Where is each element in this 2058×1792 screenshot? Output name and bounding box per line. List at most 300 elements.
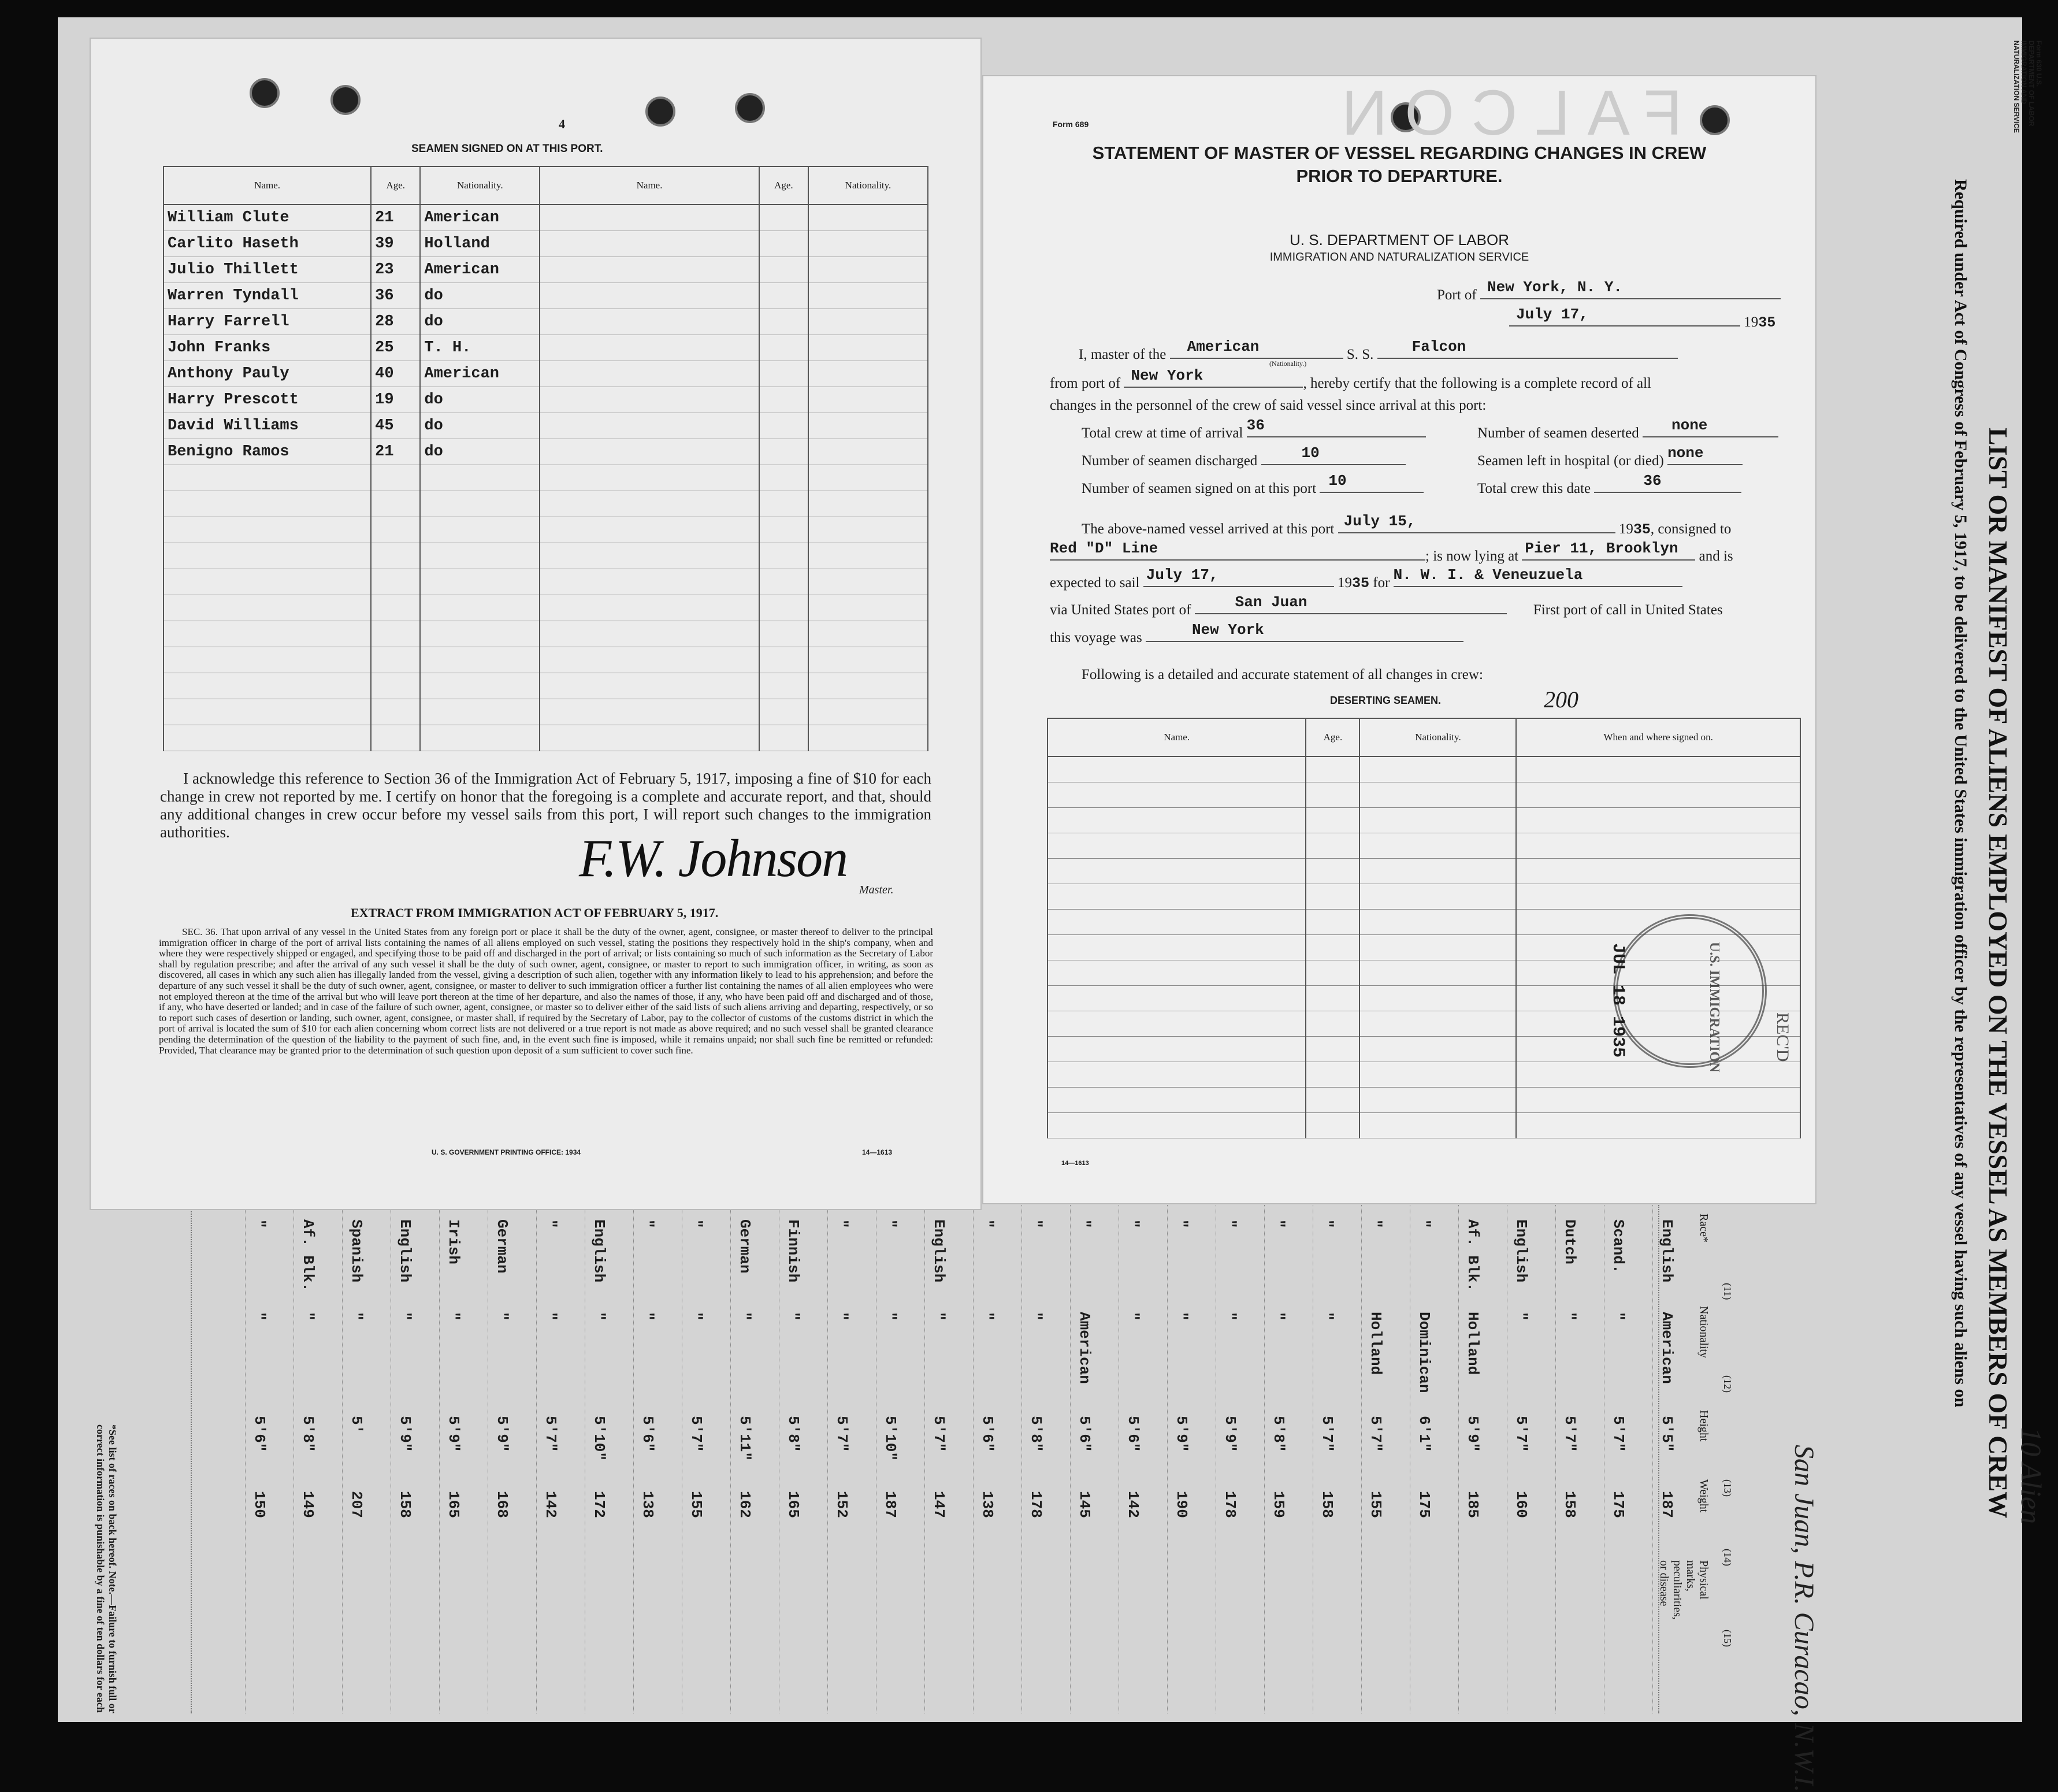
seaman-row bbox=[164, 621, 928, 647]
manifest-column-number: (12) bbox=[1722, 1375, 1733, 1393]
manifest-weight: 165 bbox=[785, 1491, 802, 1518]
blank-cell bbox=[808, 491, 928, 517]
manifest-weight: 138 bbox=[979, 1491, 996, 1518]
manifest-nationality: " bbox=[1173, 1312, 1190, 1321]
seaman-age bbox=[371, 569, 420, 595]
blank-cell bbox=[540, 621, 759, 647]
blank-cell bbox=[1306, 1062, 1359, 1088]
seaman-nationality: do bbox=[420, 387, 540, 413]
manifest-nationality: " bbox=[979, 1312, 996, 1321]
blank-cell bbox=[808, 413, 928, 439]
blank-cell bbox=[759, 491, 808, 517]
lying-label: ; is now lying at bbox=[1425, 548, 1519, 564]
row-divider bbox=[973, 1205, 974, 1713]
seaman-name: John Franks bbox=[164, 335, 371, 361]
seaman-name: Warren Tyndall bbox=[164, 283, 371, 309]
row-divider bbox=[439, 1205, 440, 1713]
manifest-race: " bbox=[1318, 1219, 1336, 1229]
seaman-age bbox=[371, 543, 420, 569]
seaman-age: 40 bbox=[371, 361, 420, 387]
blank-cell bbox=[540, 309, 759, 335]
blank-cell bbox=[1306, 960, 1359, 986]
consignee-value: Red "D" Line bbox=[1050, 540, 1158, 557]
via-line bbox=[1050, 593, 1723, 618]
handwritten-ports: San Juan, P.R. Curacao, N.W.I. bbox=[1789, 1445, 1819, 1792]
manifest-race: English bbox=[1513, 1219, 1530, 1283]
manifest-nationality: " bbox=[299, 1312, 317, 1321]
seaman-age: 21 bbox=[371, 205, 420, 231]
blank-cell bbox=[1359, 910, 1516, 935]
seaman-nationality bbox=[420, 517, 540, 543]
blank-cell bbox=[540, 673, 759, 699]
signed-on-value: 10 bbox=[1328, 472, 1347, 489]
blank-cell bbox=[1306, 986, 1359, 1011]
blank-cell bbox=[1516, 1062, 1800, 1088]
blank-cell bbox=[808, 517, 928, 543]
manifest-nationality: " bbox=[930, 1312, 948, 1321]
blank-cell bbox=[1306, 782, 1359, 808]
manifest-nationality: " bbox=[251, 1312, 268, 1321]
manifest-weight: 147 bbox=[930, 1491, 948, 1518]
seaman-nationality: do bbox=[420, 309, 540, 335]
manifest-race: German bbox=[736, 1219, 753, 1274]
date-line bbox=[1509, 306, 1776, 331]
seaman-age: 36 bbox=[371, 283, 420, 309]
stamp-text: U.S. IMMIGRATION bbox=[1707, 942, 1722, 1073]
manifest-race: Scand. bbox=[1610, 1219, 1627, 1274]
master-of-label: I, master of the bbox=[1079, 347, 1167, 362]
blank-cell bbox=[540, 257, 759, 283]
deserting-title: DESERTING SEAMEN. bbox=[1330, 695, 1442, 706]
department: U. S. DEPARTMENT OF LABOR bbox=[1290, 231, 1509, 248]
row-divider bbox=[245, 1205, 246, 1713]
blank-cell bbox=[540, 205, 759, 231]
manifest-nationality: " bbox=[348, 1312, 365, 1321]
manifest-nationality: American bbox=[1076, 1312, 1093, 1384]
blank-cell bbox=[759, 725, 808, 751]
manifest-height: 5'7" bbox=[1367, 1416, 1384, 1452]
expected-line bbox=[1050, 566, 1682, 592]
lying-value: Pier 11, Brooklyn bbox=[1525, 540, 1678, 557]
extract-title: EXTRACT FROM IMMIGRATION ACT OF FEBRUARY 5, 1917. bbox=[351, 906, 719, 920]
blank-cell bbox=[1516, 833, 1800, 859]
blank-cell bbox=[1047, 1113, 1306, 1138]
blank-cell bbox=[1306, 833, 1359, 859]
following-text: Following is a detailed and accurate statement of all changes in crew: bbox=[1082, 667, 1483, 682]
blank-cell bbox=[540, 283, 759, 309]
manifest-nationality: " bbox=[1124, 1312, 1142, 1321]
row-divider bbox=[1021, 1205, 1022, 1713]
lying-field bbox=[1522, 540, 1695, 561]
header-nationality: Nationality. bbox=[420, 166, 540, 205]
manifest-race: Dutch bbox=[1561, 1219, 1578, 1265]
seaman-age bbox=[371, 517, 420, 543]
seaman-row bbox=[164, 361, 928, 387]
manifest-weight: 150 bbox=[251, 1491, 268, 1518]
manifest-height: 5'8" bbox=[785, 1416, 802, 1452]
blank-cell bbox=[1516, 884, 1800, 910]
master-statement-page bbox=[982, 75, 1816, 1204]
signed-on-label: Number of seamen signed on at this port bbox=[1082, 481, 1317, 496]
header-age-2: Age. bbox=[759, 166, 808, 205]
manifest-race: English bbox=[1658, 1219, 1676, 1283]
signature-role: Master. bbox=[859, 884, 894, 896]
desert-header-nationality: Nationality. bbox=[1359, 718, 1516, 756]
manifest-title: LIST OR MANIFEST OF ALIENS EMPLOYED ON THE VESSEL AS MEMBERS OF CREW bbox=[1983, 428, 2013, 1519]
manifest-weight: 178 bbox=[1221, 1491, 1239, 1518]
blank-cell bbox=[1359, 756, 1516, 782]
certify-text: , hereby certify that the following is a complete record of all bbox=[1303, 376, 1652, 391]
manifest-height: 5' bbox=[348, 1416, 365, 1434]
manifest-race: Af. Blk. bbox=[299, 1219, 317, 1292]
date-value: July 17, bbox=[1516, 306, 1588, 323]
seaman-age bbox=[371, 491, 420, 517]
blank-cell bbox=[1516, 859, 1800, 884]
seaman-row bbox=[164, 491, 928, 517]
manifest-nationality: " bbox=[785, 1312, 802, 1321]
from-port-label: from port of bbox=[1050, 376, 1121, 391]
blank-cell bbox=[1306, 1088, 1359, 1113]
seaman-age bbox=[371, 647, 420, 673]
deserting-row bbox=[1047, 859, 1800, 884]
seaman-row bbox=[164, 335, 928, 361]
manifest-weight: 162 bbox=[736, 1491, 753, 1518]
grid-line bbox=[191, 1205, 192, 1713]
manifest-race: English bbox=[930, 1219, 948, 1283]
statement-title-2: PRIOR TO DEPARTURE. bbox=[1296, 166, 1503, 186]
row-divider bbox=[342, 1205, 343, 1713]
seaman-age bbox=[371, 725, 420, 751]
manifest-header bbox=[1901, 23, 2051, 1722]
blank-cell bbox=[1359, 1113, 1516, 1138]
manifest-weight: 187 bbox=[882, 1491, 899, 1518]
seaman-name: Anthony Pauly bbox=[164, 361, 371, 387]
blank-cell bbox=[808, 595, 928, 621]
blank-cell bbox=[759, 413, 808, 439]
manifest-column-header: Physical marks, peculiarities, or disease bbox=[1658, 1560, 1710, 1620]
port-value: New York, N. Y. bbox=[1487, 279, 1623, 296]
blank-cell bbox=[808, 621, 928, 647]
header-name: Name. bbox=[164, 166, 371, 205]
first-port-label: First port of call in United States bbox=[1533, 602, 1723, 618]
consignee-line bbox=[1050, 540, 1733, 565]
seaman-name: Julio Thillett bbox=[164, 257, 371, 283]
blank-cell bbox=[1047, 782, 1306, 808]
blank-cell bbox=[1359, 859, 1516, 884]
discharged-field bbox=[1261, 444, 1406, 465]
blank-cell bbox=[1516, 1113, 1800, 1138]
blank-cell bbox=[759, 205, 808, 231]
blank-cell bbox=[1047, 756, 1306, 782]
manifest-column-header: Height bbox=[1697, 1410, 1710, 1442]
manifest-weight: 207 bbox=[348, 1491, 365, 1518]
seaman-name bbox=[164, 517, 371, 543]
manifest-height: 5'7" bbox=[1610, 1416, 1627, 1452]
manifest-weight: 178 bbox=[1027, 1491, 1045, 1518]
manifest-height: 5'6" bbox=[639, 1416, 656, 1452]
row-divider bbox=[633, 1205, 634, 1713]
punch-hole bbox=[1700, 105, 1730, 135]
discharged-line bbox=[1082, 444, 1406, 469]
manifest-nationality: " bbox=[736, 1312, 753, 1321]
seaman-name bbox=[164, 595, 371, 621]
row-divider bbox=[730, 1205, 731, 1713]
total-crew-label: Total crew at time of arrival bbox=[1082, 425, 1243, 441]
hospital-field bbox=[1667, 444, 1743, 465]
blank-cell bbox=[1047, 884, 1306, 910]
seaman-row bbox=[164, 387, 928, 413]
seaman-name: David Williams bbox=[164, 413, 371, 439]
manifest-height: 5'8" bbox=[1270, 1416, 1287, 1452]
seaman-nationality: do bbox=[420, 439, 540, 465]
manifest-nationality: " bbox=[542, 1312, 559, 1321]
blank-cell bbox=[540, 569, 759, 595]
manifest-race: " bbox=[1270, 1219, 1287, 1229]
seaman-nationality bbox=[420, 491, 540, 517]
manifest-race: " bbox=[882, 1219, 899, 1229]
manifest-height: 5'7" bbox=[1513, 1416, 1530, 1452]
manifest-nationality: " bbox=[1561, 1312, 1578, 1321]
manifest-weight: 155 bbox=[1367, 1491, 1384, 1518]
blank-cell bbox=[759, 517, 808, 543]
row-divider bbox=[924, 1205, 925, 1713]
manifest-handwritten-note: 10 Alien bbox=[2015, 1427, 2048, 1524]
manifest-weight: 172 bbox=[590, 1491, 608, 1518]
blank-cell bbox=[808, 361, 928, 387]
seaman-name: William Clute bbox=[164, 205, 371, 231]
manifest-height: 5'9" bbox=[1221, 1416, 1239, 1452]
seaman-row bbox=[164, 517, 928, 543]
blank-cell bbox=[759, 335, 808, 361]
seaman-row bbox=[164, 205, 928, 231]
manifest-nationality: " bbox=[833, 1312, 850, 1321]
blank-cell bbox=[759, 569, 808, 595]
punch-hole bbox=[250, 78, 280, 108]
manifest-race: " bbox=[542, 1219, 559, 1229]
blank-cell bbox=[540, 387, 759, 413]
manifest-weight: 190 bbox=[1173, 1491, 1190, 1518]
manifest-race: English bbox=[590, 1219, 608, 1283]
manifest-height: 5'7" bbox=[833, 1416, 850, 1452]
blank-cell bbox=[808, 569, 928, 595]
received-stamp bbox=[1613, 914, 1767, 1073]
manifest-height: 5'6" bbox=[251, 1416, 268, 1452]
for-label: for bbox=[1373, 575, 1390, 591]
manifest-nationality: Holland bbox=[1367, 1312, 1384, 1375]
hospital-label: Seamen left in hospital (or died) bbox=[1477, 453, 1664, 469]
ss-label: S. S. bbox=[1346, 347, 1374, 362]
blank-cell bbox=[759, 387, 808, 413]
manifest-weight: 187 bbox=[1658, 1491, 1676, 1518]
seaman-nationality bbox=[420, 725, 540, 751]
manifest-race: English bbox=[396, 1219, 414, 1283]
deserting-row bbox=[1047, 782, 1800, 808]
falcon-stamp-bleed: FALCON bbox=[1324, 77, 1682, 149]
manifest-nationality: " bbox=[1513, 1312, 1530, 1321]
blank-cell bbox=[540, 725, 759, 751]
consignee-field bbox=[1050, 540, 1425, 561]
and-is: and is bbox=[1699, 548, 1733, 564]
changes-text: changes in the personnel of the crew of said vessel since arrival at this port: bbox=[1050, 398, 1487, 413]
arrived-line bbox=[1082, 513, 1732, 538]
manifest-nationality: Dominican bbox=[1416, 1312, 1433, 1393]
seaman-age: 28 bbox=[371, 309, 420, 335]
seaman-nationality: American bbox=[420, 205, 540, 231]
blank-cell bbox=[540, 491, 759, 517]
manifest-weight: 142 bbox=[1124, 1491, 1142, 1518]
seaman-age bbox=[371, 465, 420, 491]
punch-hole bbox=[735, 93, 765, 123]
voyage-line bbox=[1050, 621, 1463, 646]
seaman-row bbox=[164, 309, 928, 335]
blank-cell bbox=[759, 699, 808, 725]
manifest-race: " bbox=[833, 1219, 850, 1229]
seamen-table bbox=[163, 166, 928, 751]
manifest-height: 5'11" bbox=[736, 1416, 753, 1461]
seaman-nationality bbox=[420, 621, 540, 647]
seaman-nationality bbox=[420, 673, 540, 699]
seaman-row bbox=[164, 439, 928, 465]
seaman-row bbox=[164, 595, 928, 621]
seaman-nationality: T. H. bbox=[420, 335, 540, 361]
total-this-date-line bbox=[1477, 472, 1741, 497]
acknowledgment-text: I acknowledge this reference to Section 36 of the Immigration Act of February 5, 1917, imposing a fine of $10 for each change in crew not reported by me. I certify on honor that the foregoing is a complete and accurate report, and that, should any additional changes in crew occur before my vessel sails from this port, I will report such changes to the immigration authorities. bbox=[160, 770, 931, 841]
manifest-nationality: " bbox=[396, 1312, 414, 1321]
manifest-footnote: *See list of races on back hereof. Note.—Failure to furnish full or correct information is punishable by a fine of ten dollars for each bbox=[95, 1424, 118, 1713]
blank-cell bbox=[1359, 1011, 1516, 1037]
form-number: Form 689 bbox=[1053, 120, 1089, 129]
blank-cell bbox=[759, 257, 808, 283]
seaman-age bbox=[371, 699, 420, 725]
manifest-height: 5'7" bbox=[1318, 1416, 1336, 1452]
date-field bbox=[1509, 306, 1740, 327]
desert-header-age: Age. bbox=[1306, 718, 1359, 756]
blank-cell bbox=[1306, 808, 1359, 833]
manifest-weight: 158 bbox=[1318, 1491, 1336, 1518]
blank-cell bbox=[759, 543, 808, 569]
blank-cell bbox=[808, 543, 928, 569]
blank-cell bbox=[808, 309, 928, 335]
seaman-nationality: Holland bbox=[420, 231, 540, 257]
manifest-weight: 158 bbox=[396, 1491, 414, 1518]
seaman-nationality: American bbox=[420, 361, 540, 387]
blank-cell bbox=[1047, 833, 1306, 859]
manifest-weight: 142 bbox=[542, 1491, 559, 1518]
seaman-nationality bbox=[420, 595, 540, 621]
via-field bbox=[1195, 593, 1507, 614]
manifest-race: " bbox=[1416, 1219, 1433, 1229]
blank-cell bbox=[1047, 1037, 1306, 1062]
manifest-race: Spanish bbox=[348, 1219, 365, 1283]
row-divider bbox=[536, 1205, 537, 1713]
punch-hole bbox=[330, 85, 361, 115]
manifest-race: " bbox=[1173, 1219, 1190, 1229]
discharged-label: Number of seamen discharged bbox=[1082, 453, 1258, 469]
manifest-nationality: " bbox=[882, 1312, 899, 1321]
desert-header-when-where: When and where signed on. bbox=[1516, 718, 1800, 756]
seaman-name: Harry Prescott bbox=[164, 387, 371, 413]
blank-cell bbox=[759, 595, 808, 621]
total-this-date-label: Total crew this date bbox=[1477, 481, 1591, 496]
total-crew-line bbox=[1082, 417, 1426, 441]
deserting-row bbox=[1047, 1088, 1800, 1113]
expected-value: July 17, bbox=[1146, 566, 1219, 584]
year-prefix: 19 bbox=[1744, 314, 1759, 330]
right-form-code: 14—1613 bbox=[1061, 1160, 1089, 1167]
statement-title-1: STATEMENT OF MASTER OF VESSEL REGARDING CHANGES IN CREW bbox=[1092, 143, 1707, 163]
expected-year-prefix: 19 bbox=[1338, 575, 1352, 591]
seaman-name bbox=[164, 543, 371, 569]
manifest-nationality: Holland bbox=[1464, 1312, 1481, 1375]
manifest-weight: 175 bbox=[1610, 1491, 1627, 1518]
seaman-name bbox=[164, 647, 371, 673]
deserted-field bbox=[1643, 417, 1778, 437]
manifest-weight: 155 bbox=[688, 1491, 705, 1518]
nationality-value: American bbox=[1187, 338, 1260, 355]
expected-field bbox=[1143, 566, 1334, 587]
seaman-row bbox=[164, 673, 928, 699]
manifest-height: 5'9" bbox=[1464, 1416, 1481, 1452]
blank-cell bbox=[808, 283, 928, 309]
seaman-age: 25 bbox=[371, 335, 420, 361]
port-label: Port of bbox=[1437, 287, 1477, 303]
from-port-value: New York bbox=[1131, 367, 1203, 384]
row-divider bbox=[1361, 1205, 1362, 1713]
manifest-column-number: (13) bbox=[1722, 1479, 1733, 1497]
deserted-line bbox=[1477, 417, 1778, 441]
manifest-form-ref: Form 630 U.S. DEPARTMENT OF LABOR IMMIGRATION AND NATURALIZATION SERVICE bbox=[2012, 40, 2043, 133]
seaman-age bbox=[371, 621, 420, 647]
seaman-name: Benigno Ramos bbox=[164, 439, 371, 465]
manifest-weight: 159 bbox=[1270, 1491, 1287, 1518]
seaman-nationality bbox=[420, 465, 540, 491]
blank-cell bbox=[1516, 1088, 1800, 1113]
seaman-row bbox=[164, 699, 928, 725]
row-divider bbox=[1167, 1205, 1168, 1713]
seaman-name bbox=[164, 569, 371, 595]
blank-cell bbox=[1359, 986, 1516, 1011]
blank-cell bbox=[540, 517, 759, 543]
manifest-height: 5'5" bbox=[1658, 1416, 1676, 1452]
blank-cell bbox=[759, 647, 808, 673]
seaman-name: Carlito Haseth bbox=[164, 231, 371, 257]
manifest-weight: 149 bbox=[299, 1491, 317, 1518]
blank-cell bbox=[759, 361, 808, 387]
seaman-age bbox=[371, 595, 420, 621]
manifest-column-number: (15) bbox=[1722, 1630, 1733, 1647]
blank-cell bbox=[1047, 1011, 1306, 1037]
manifest-race: " bbox=[979, 1219, 996, 1229]
manifest-weight: 175 bbox=[1416, 1491, 1433, 1518]
manifest-height: 5'9" bbox=[445, 1416, 462, 1452]
manifest-race: " bbox=[251, 1219, 268, 1229]
blank-cell bbox=[540, 335, 759, 361]
manifest-weight: 138 bbox=[639, 1491, 656, 1518]
manifest-race: German bbox=[493, 1219, 511, 1274]
row-divider bbox=[1458, 1205, 1459, 1713]
blank-cell bbox=[1047, 986, 1306, 1011]
seaman-row bbox=[164, 647, 928, 673]
vessel-name: Falcon bbox=[1411, 338, 1466, 355]
seaman-age: 19 bbox=[371, 387, 420, 413]
manifest-height: 5'7" bbox=[542, 1416, 559, 1452]
blank-cell bbox=[1359, 1062, 1516, 1088]
manifest-height: 5'9" bbox=[396, 1416, 414, 1452]
seaman-nationality: American bbox=[420, 257, 540, 283]
deserting-row bbox=[1047, 884, 1800, 910]
seaman-row bbox=[164, 569, 928, 595]
blank-cell bbox=[1516, 782, 1800, 808]
